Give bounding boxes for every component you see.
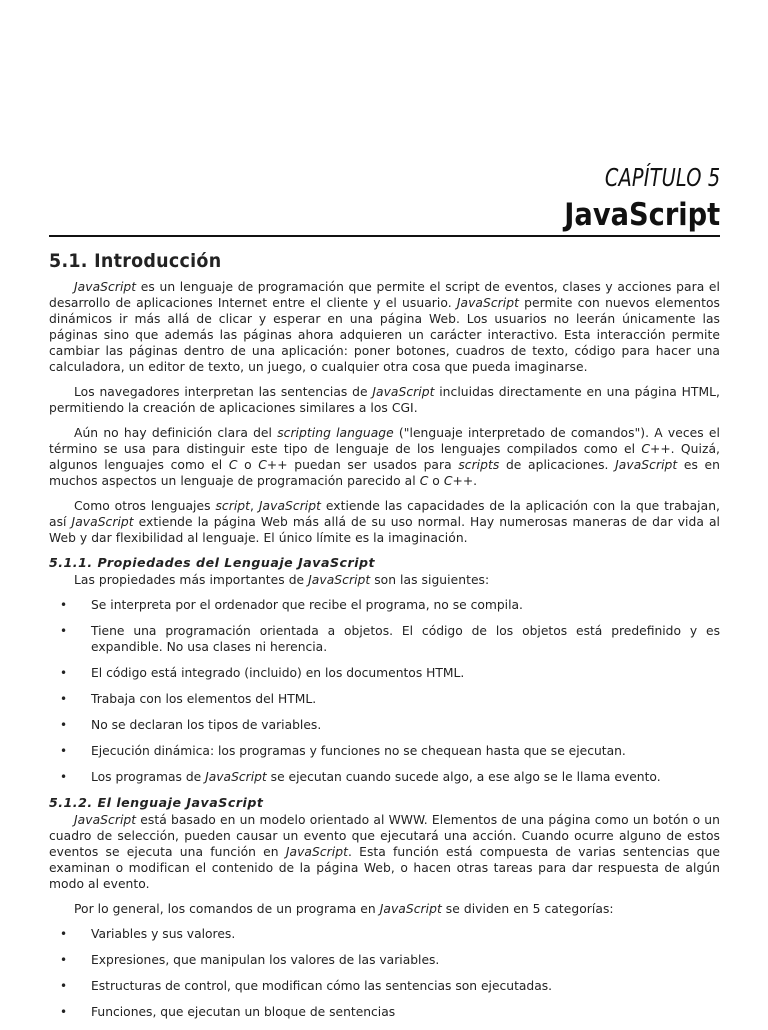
bullet-icon: • <box>60 718 68 732</box>
bullet-icon: • <box>60 927 68 941</box>
list-item: • El código está integrado (incluido) en los documentos HTML. <box>60 666 465 680</box>
bullet-icon: • <box>60 770 68 784</box>
body-paragraph: Como otros lenguajes script, JavaScript extiende las capacidades de la aplicación con la que trabajan, así JavaScript extiende la página Web más allá de su uso normal. Hay numerosas maneras de dar vida al Web y dar flexibilidad al lenguaje. El único límite es la imaginación. <box>49 499 721 545</box>
chapter-title: JavaScript <box>564 197 720 233</box>
bullet-icon: • <box>60 953 68 967</box>
body-paragraph: Por lo general, los comandos de un programa en JavaScript se dividen en 5 categorías: <box>74 902 614 916</box>
section-paragraphs <box>49 279 720 546</box>
body-paragraph: Aún no hay definición clara del scripting language ("lenguaje interpretado de comandos"). A veces el término se usa para distinguir este tipo de lenguaje de los lenguajes compilados como el C++. Quizá, algunos lenguajes como el C o C++ puedan ser usados para scripts de aplicaciones. JavaScript es en muchos aspectos un lenguaje de programación parecido al C o C++. <box>49 426 720 488</box>
list-item: • Se interpreta por el ordenador que recibe el programa, no se compila. <box>60 598 523 612</box>
list-item: • No se declaran los tipos de variables. <box>60 718 322 732</box>
bullet-icon: • <box>60 744 68 758</box>
chapter-content <box>49 250 720 1030</box>
subsection-heading-properties: 5.1.1. Propiedades del Lenguaje JavaScript <box>49 555 376 570</box>
list-item: • Estructuras de control, que modifican cómo las sentencias son ejecutadas. <box>60 979 553 993</box>
categories-list <box>49 926 720 1020</box>
body-paragraph: JavaScript está basado en un modelo orientado al WWW. Elementos de una página como un botón o un cuadro de selección, pueden causar un evento que ejecutará una acción. Cuando ocurre alguno de estos eventos se ejecuta una función en JavaScript. Esta función está compuesta de varias sentencias que examinan o modifican el contenido de la página Web, o hacen otras tareas para dar respuesta de algún modo al evento. <box>49 813 720 891</box>
properties-list <box>49 597 720 785</box>
section-heading: 5.1. Introducción <box>49 250 222 272</box>
bullet-icon: • <box>60 624 68 638</box>
chapter-label: CAPÍTULO 5 <box>604 163 720 192</box>
body-paragraph: Los navegadores interpretan las sentencias de JavaScript incluidas directamente en una página HTML, permitiendo la creación de aplicaciones similares a los CGI. <box>49 385 720 415</box>
properties-intro: Las propiedades más importantes de JavaScript son las siguientes: <box>74 573 490 587</box>
list-item: • Ejecución dinámica: los programas y funciones no se chequean hasta que se ejecutan. <box>60 744 626 758</box>
list-item: • Tiene una programación orientada a objetos. El código de los objetos está predefinido y es expandible. No usa clases ni herencia. <box>60 624 720 654</box>
subsection-heading-language: 5.1.2. El lenguaje JavaScript <box>49 795 264 810</box>
language-paragraphs <box>49 812 720 917</box>
list-item: • Los programas de JavaScript se ejecutan cuando sucede algo, a ese algo se le llama evento. <box>60 770 661 784</box>
bullet-icon: • <box>60 1005 68 1019</box>
bullet-icon: • <box>60 666 68 680</box>
list-item: • Expresiones, que manipulan los valores de las variables. <box>60 953 440 967</box>
bullet-icon: • <box>60 692 68 706</box>
chapter-divider <box>49 235 720 237</box>
body-paragraph: JavaScript es un lenguaje de programación que permite el script de eventos, clases y acciones para el desarrollo de aplicaciones Internet entre el cliente y el usuario. JavaScript permite con nuevos elementos dinámicos ir más allá de clicar y esperar en una página Web. Los usuarios no leerán únicamente las páginas sino que además las páginas ahora adquieren un carácter interactivo. Esta interacción permite cambiar las páginas dentro de una aplicación: poner botones, cuadros de texto, código para hacer una calculadora, un editor de texto, un juego, o cualquier otra cosa que pueda imaginarse. <box>49 280 720 374</box>
bullet-icon: • <box>60 979 68 993</box>
bullet-icon: • <box>60 598 68 612</box>
list-item: • Variables y sus valores. <box>60 927 236 941</box>
list-item: • Trabaja con los elementos del HTML. <box>60 692 317 706</box>
list-item: • Funciones, que ejecutan un bloque de sentencias <box>60 1005 396 1019</box>
